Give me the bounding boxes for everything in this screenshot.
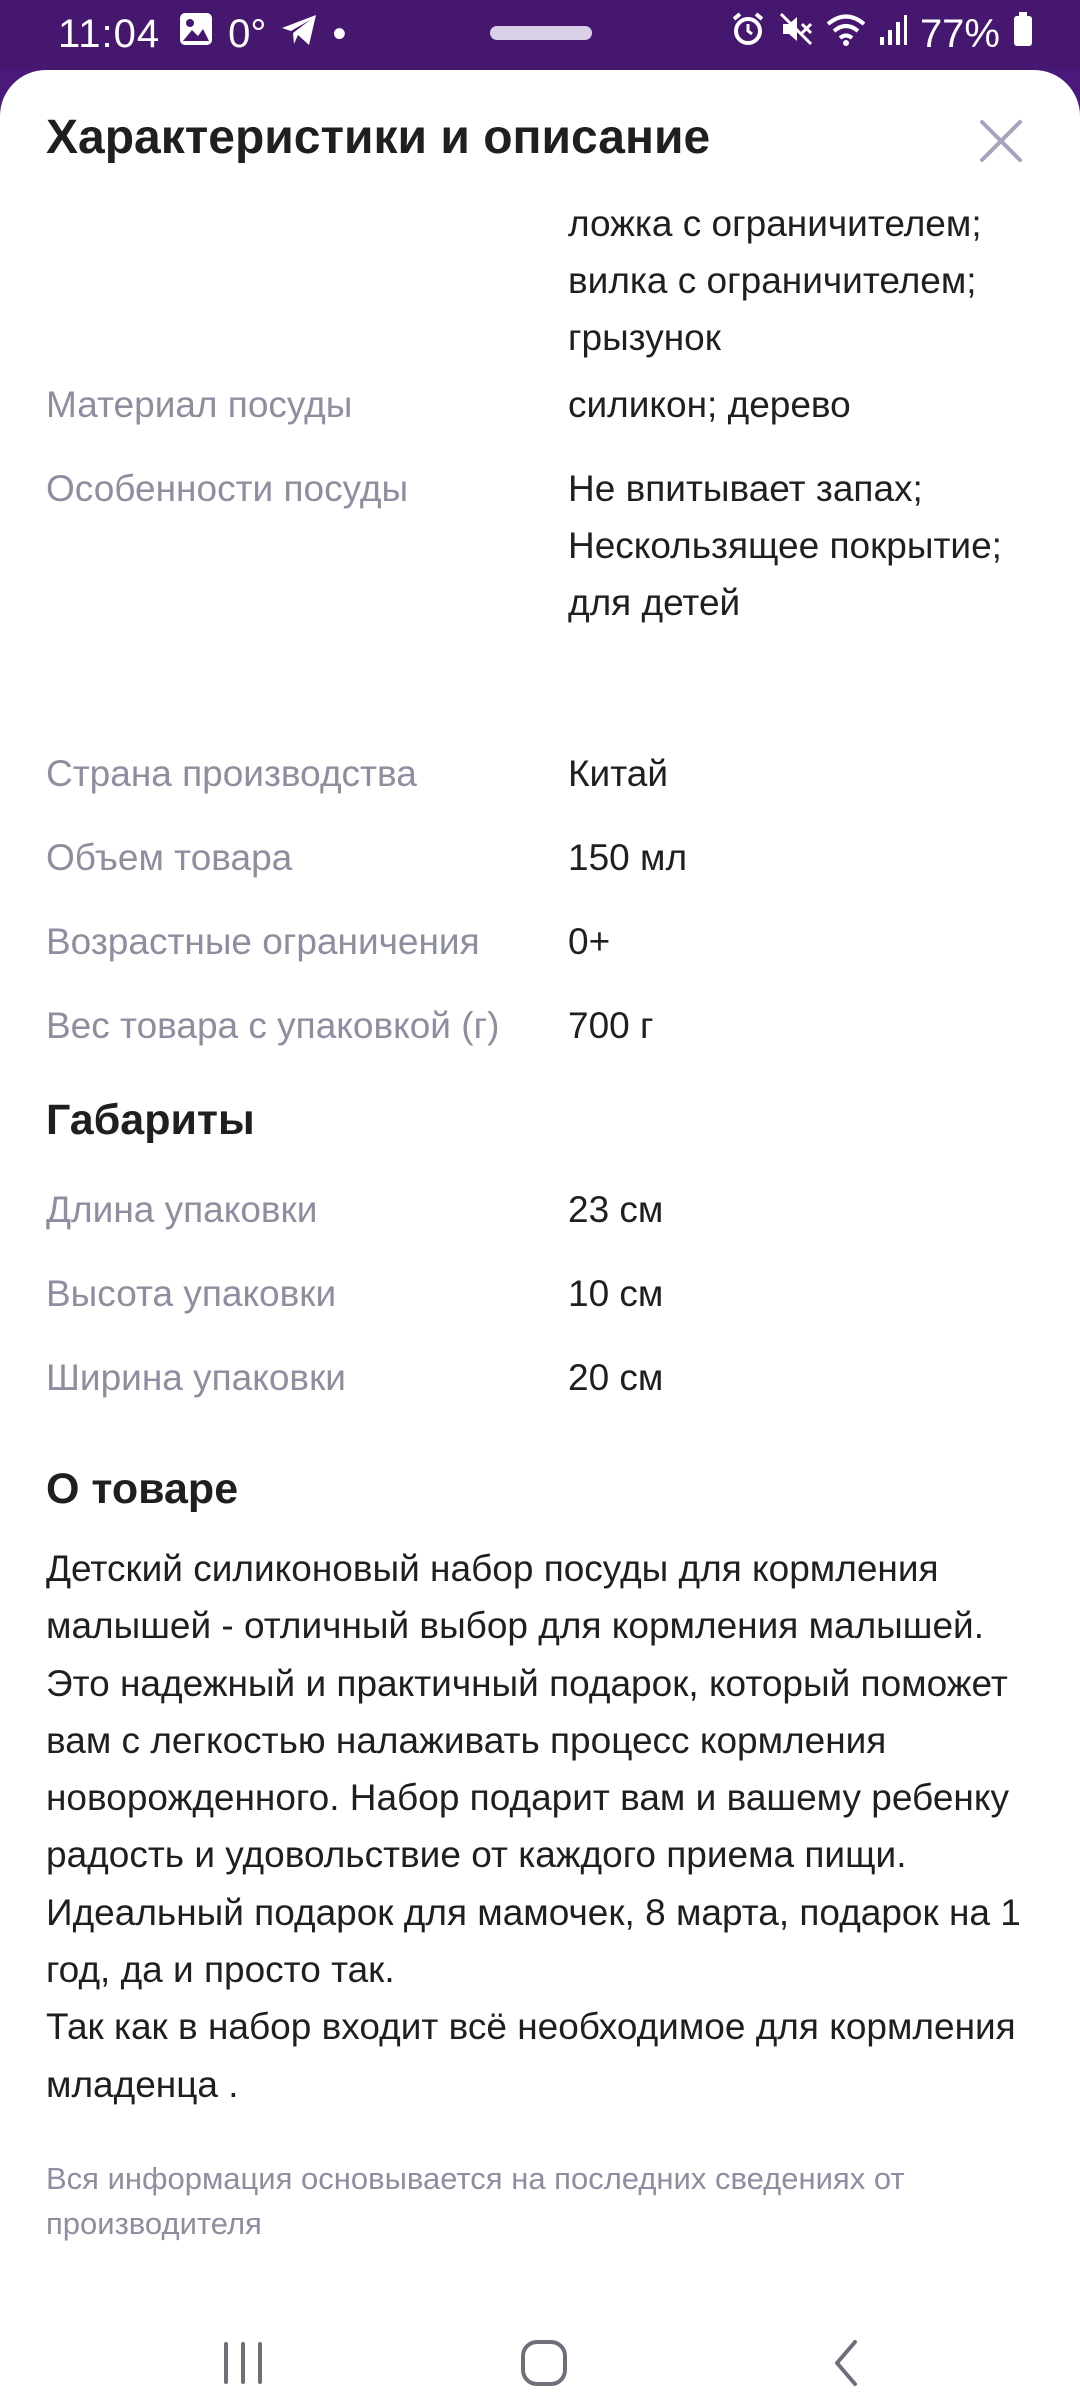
recent-apps-button[interactable] (183, 2318, 303, 2408)
spec-value: 20 см (568, 1357, 664, 1398)
about-title: О товаре (46, 1465, 239, 1513)
spec-value: силикон; дерево (568, 384, 851, 425)
spec-value: ложка с ограничителем; вилка с ограничителем; грызунок (568, 203, 982, 358)
spec-value: 150 мл (568, 837, 688, 878)
spec-label: Страна производства (46, 753, 417, 794)
home-button[interactable] (484, 2318, 604, 2408)
spec-value: 700 г (568, 1005, 654, 1046)
spec-value: Не впитывает запах; Нескользящее покрытие; для детей (568, 468, 1002, 623)
spec-label: Ширина упаковки (46, 1357, 346, 1398)
spec-label: Вес товара с упаковкой (г) (46, 1005, 500, 1046)
spec-label: Длина упаковки (46, 1189, 318, 1230)
battery-icon (1012, 11, 1034, 57)
spec-label: Возрастные ограничения (46, 921, 480, 962)
status-right (730, 8, 1046, 60)
image-icon (178, 11, 214, 57)
spec-value: 0+ (568, 921, 611, 962)
status-left (58, 8, 360, 60)
spec-label: Материал посуды (46, 384, 353, 425)
spec-label: Высота упаковки (46, 1273, 337, 1314)
status-dot: • (332, 11, 347, 56)
mute-icon (778, 11, 814, 57)
spec-label: Объем товара (46, 837, 293, 878)
spec-value: 10 см (568, 1273, 664, 1314)
close-button[interactable] (970, 110, 1032, 172)
home-icon (518, 2337, 570, 2389)
spec-value: 23 см (568, 1189, 664, 1230)
back-icon (827, 2337, 867, 2389)
signal-icon (878, 12, 908, 57)
close-icon (970, 110, 1032, 172)
sheet-title: Характеристики и описание (46, 111, 711, 164)
status-bar (0, 0, 1080, 70)
wifi-icon (826, 12, 866, 57)
system-navbar (0, 2318, 1080, 2408)
spec-value: Китай (568, 753, 668, 794)
handle-pill (490, 26, 592, 40)
telegram-icon (280, 12, 318, 57)
status-time: 11:04 (58, 11, 161, 56)
info-footnote: Вся информация основывается на последних сведениях от производителя (46, 2161, 905, 2241)
dimensions-title: Габариты (46, 1096, 255, 1144)
temperature-text: 0° (228, 11, 267, 56)
back-button[interactable] (787, 2318, 907, 2408)
alarm-icon (730, 11, 766, 57)
about-description: Детский силиконовый набор посуды для кормления малышей - отличный выбор для кормления малышей. Это надежный и практичный подарок, который поможет вам с легкостью налаживать процесс кормления новорожденного. Набор подарит вам и вашему ребенку радость и удовольствие от каждого приема пищи. Идеальный подарок для мамочек, 8 марта, подарок на 1 год, да и просто так. Так как в набор входит всё необходимое для кормления младенца . (46, 1548, 1021, 2105)
recent-apps-icon (218, 2340, 268, 2386)
battery-text: 77% (919, 11, 1000, 56)
characteristics-sheet (0, 70, 1080, 2408)
spec-label: Особенности посуды (46, 468, 409, 509)
